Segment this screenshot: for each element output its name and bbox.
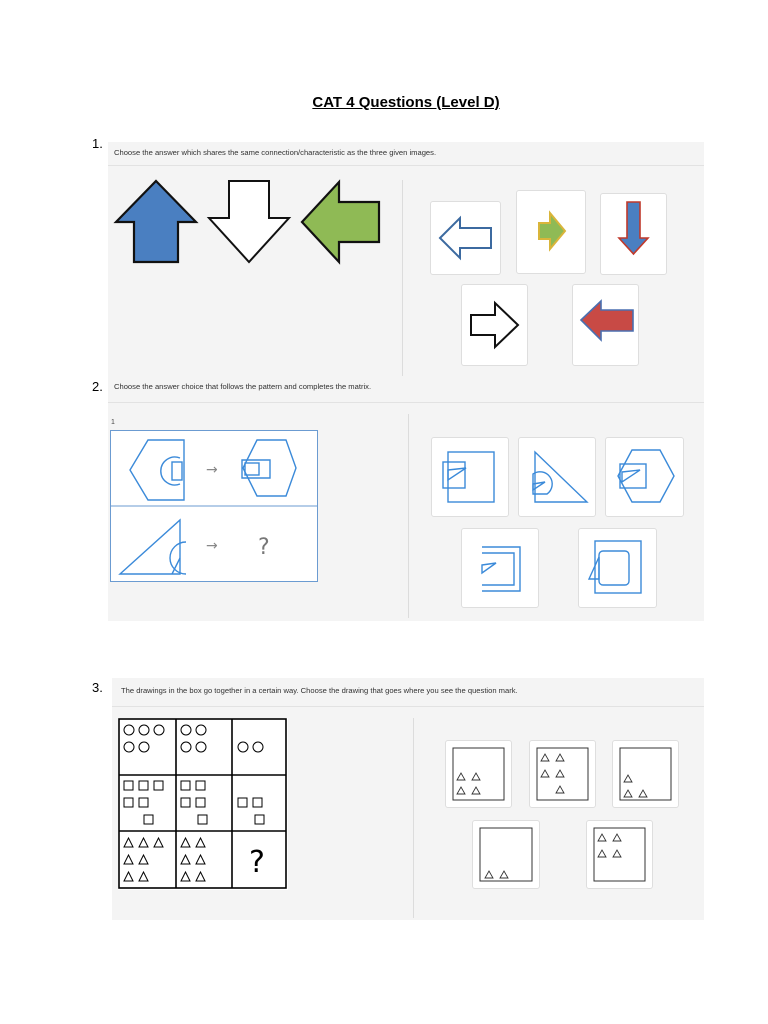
option-card[interactable] xyxy=(445,740,512,808)
option-card[interactable] xyxy=(605,437,684,517)
left-arrow-red xyxy=(573,285,638,365)
question-3-number: 3. xyxy=(92,680,103,695)
figure-grid xyxy=(118,718,288,890)
given-figures xyxy=(112,178,387,268)
question-1-number: 1. xyxy=(92,136,103,151)
option-card[interactable] xyxy=(516,190,586,274)
down-arrow-blue-red xyxy=(601,194,666,274)
option-card[interactable] xyxy=(572,284,639,366)
option-card[interactable] xyxy=(518,437,596,517)
squares xyxy=(124,781,264,824)
triangle-option-4b xyxy=(587,821,652,888)
right-arrow-green-yellow xyxy=(517,191,585,273)
option-card[interactable] xyxy=(430,201,501,275)
question-2-number: 2. xyxy=(92,379,103,394)
question-2-instruction: Choose the answer choice that follows the pattern and completes the matrix. xyxy=(114,382,372,391)
hexagon-option xyxy=(606,438,683,516)
square-option xyxy=(432,438,508,516)
page-title: CAT 4 Questions (Level D) xyxy=(312,94,500,111)
triangle-option-4 xyxy=(446,741,511,807)
option-card[interactable] xyxy=(461,284,528,366)
small-square-option xyxy=(462,529,538,607)
matrix-number: 1 xyxy=(111,419,115,426)
question-mark: ? xyxy=(249,845,265,880)
option-card[interactable] xyxy=(461,528,539,608)
option-card[interactable] xyxy=(600,193,667,275)
divider xyxy=(408,414,409,618)
option-card[interactable] xyxy=(529,740,596,808)
question-mark: ? xyxy=(258,535,270,560)
triangle-option xyxy=(519,438,595,516)
question-1-instruction: Choose the answer which shares the same connection/characteristic as the three given images. xyxy=(114,148,437,157)
circles xyxy=(124,725,263,752)
triangle-option-5 xyxy=(530,741,595,807)
option-card[interactable] xyxy=(586,820,653,889)
divider xyxy=(108,402,704,403)
option-card[interactable] xyxy=(472,820,540,889)
question-3-instruction: The drawings in the box go together in a certain way. Choose the drawing that goes where you see the question mark. xyxy=(121,686,518,695)
triangles xyxy=(124,838,205,881)
divider xyxy=(413,718,414,918)
left-arrow-outline-blue xyxy=(431,202,500,274)
arrow: → xyxy=(206,462,218,478)
square-with-triangle-option xyxy=(579,529,656,607)
option-card[interactable] xyxy=(431,437,509,517)
divider xyxy=(402,180,403,376)
triangle-option-3 xyxy=(613,741,678,807)
triangle-option-2 xyxy=(473,821,539,888)
option-card[interactable] xyxy=(612,740,679,808)
divider xyxy=(108,165,704,166)
option-card[interactable] xyxy=(578,528,657,608)
right-arrow-outline-black xyxy=(462,285,527,365)
up-arrow-blue xyxy=(116,181,196,262)
down-arrow-white xyxy=(209,181,289,262)
divider xyxy=(112,706,704,707)
arrow: → xyxy=(206,538,218,554)
left-arrow-green xyxy=(302,182,379,262)
